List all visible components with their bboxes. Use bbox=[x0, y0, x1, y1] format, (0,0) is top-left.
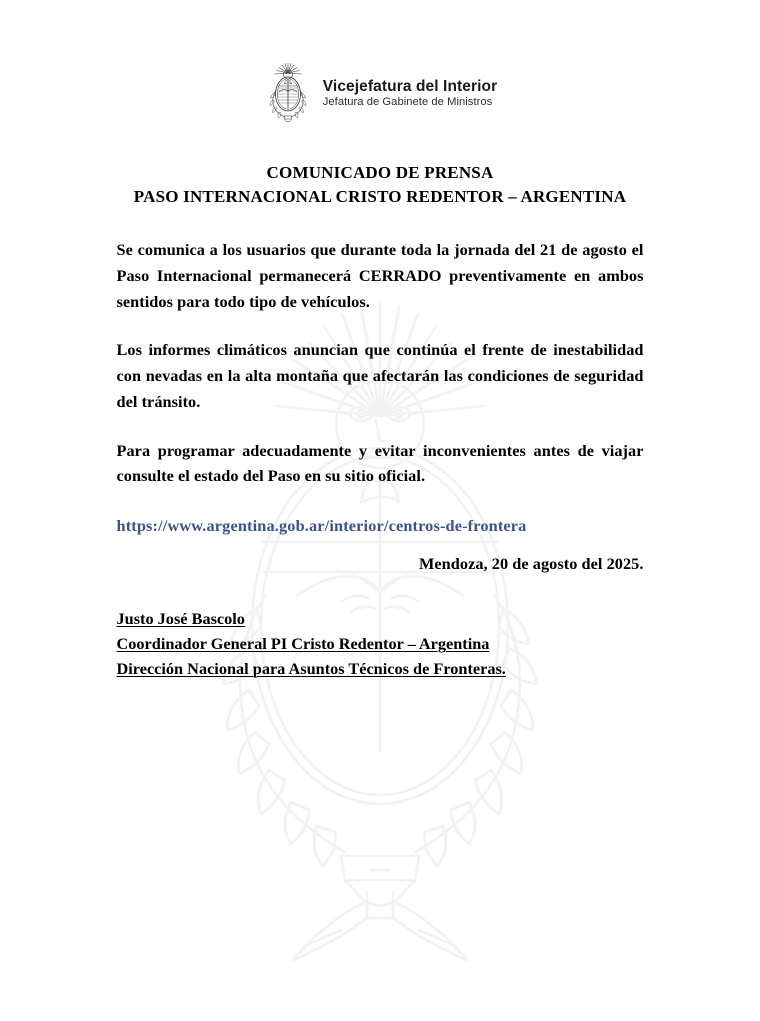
signature-name: Justo José Bascolo bbox=[116, 609, 245, 629]
date-location-line: Mendoza, 20 de agosto del 2025. bbox=[418, 554, 644, 574]
page-title bbox=[0, 161, 760, 209]
signature-name-row bbox=[117, 607, 644, 632]
paragraph-3: Para programar adecuadamente y evitar inconvenientes antes de viajar consulte el estado del Paso en su sitio oficial. bbox=[116, 440, 644, 486]
signature-role-row bbox=[117, 632, 644, 657]
masthead-text bbox=[323, 76, 498, 109]
title-line-1: COMUNICADO DE PRENSA bbox=[266, 163, 494, 182]
title-line-2: PASO INTERNACIONAL CRISTO REDENTOR – ARGENTINA bbox=[133, 187, 627, 207]
signature-department-row bbox=[117, 657, 644, 682]
organization-name: Vicejefatura del Interior bbox=[322, 77, 498, 95]
paragraph-1: Se comunica a los usuarios que durante toda la jornada del 21 de agosto el Paso Internacional permanecerá CERRADO preventivamente en ambos sentidos para todo tipo de vehículos. bbox=[116, 240, 644, 311]
signature-department: Dirección Nacional para Asuntos Técnicos de Fronteras. bbox=[116, 658, 506, 678]
masthead bbox=[0, 0, 760, 122]
organization-subtitle: Jefatura de Gabinete de Ministros bbox=[322, 95, 493, 108]
paragraph-2: Los informes climáticos anuncian que continúa el frente de inestabilidad con nevadas en la alta montaña que afectarán las condiciones de seguridad del tránsito. bbox=[116, 340, 644, 411]
document-body bbox=[117, 237, 644, 682]
official-site-link[interactable]: https://www.argentina.gob.ar/interior/centros-de-frontera bbox=[116, 516, 527, 536]
signature-block bbox=[117, 607, 644, 682]
signature-role: Coordinador General PI Cristo Redentor – Argentina bbox=[116, 634, 490, 654]
argentina-coat-of-arms-icon bbox=[263, 62, 313, 122]
